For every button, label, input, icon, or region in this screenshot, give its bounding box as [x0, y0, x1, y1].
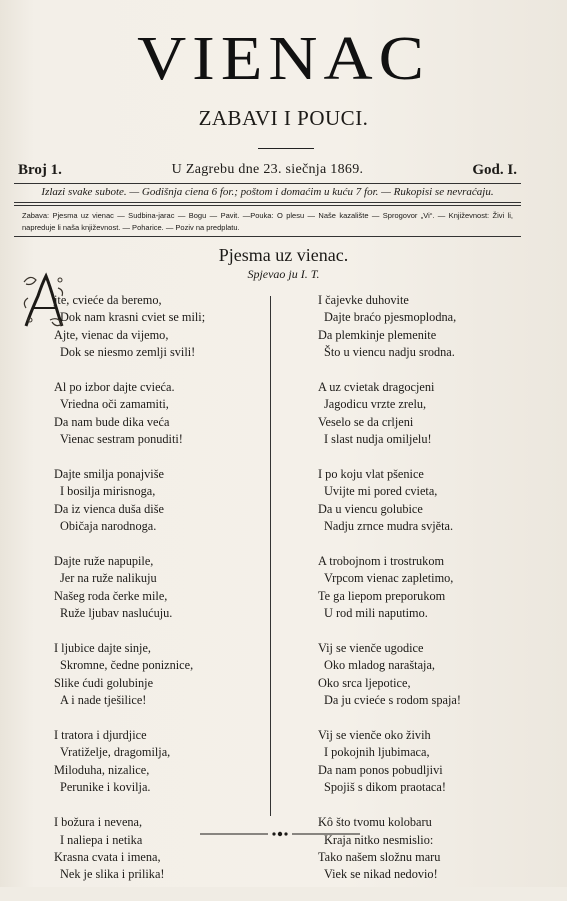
stanza [318, 640, 538, 710]
rule-top [14, 183, 521, 184]
verse-line: Dok nam krasni cviet se mili; [60, 310, 206, 325]
verse-line: Ajte, vienac da vijemo, [54, 327, 169, 342]
verse-line: I ljubice dajte sinje, [54, 641, 151, 656]
stanza [54, 292, 264, 362]
verse-line: Dajte braćo pjesmoplodna, [324, 310, 457, 325]
verse-line: I bosilja mirisnoga, [60, 484, 156, 499]
end-ornament-icon [200, 830, 360, 838]
stanza [54, 466, 264, 536]
verse-line: Dok se niesmo zemlji svili! [60, 345, 196, 360]
verse-line: Te ga liepom preporukom [318, 588, 446, 603]
stanza [318, 379, 538, 449]
issue-year: God. I. [472, 162, 517, 178]
stanza [318, 292, 538, 362]
verse-line: jte, cvieće da beremo, [54, 293, 162, 307]
verse-line: U rod mili naputimo. [324, 606, 428, 621]
issue-line [18, 162, 517, 182]
verse-line: Spojiš s dikom praotaca! [324, 780, 446, 795]
verse-line: Slike ćudi golubinje [54, 675, 154, 690]
verse-line: Perunike i kovilja. [60, 780, 151, 795]
verse-line: A i nade tješilice! [60, 693, 147, 708]
masthead-title: VIENAC [137, 23, 430, 93]
stanza [318, 553, 538, 623]
poem-title: Pjesma uz vienac. [218, 245, 349, 265]
verse-line: Vienac sestram ponuditi! [60, 432, 183, 447]
verse-line: Al po izbor dajte cvieća. [54, 380, 175, 395]
verse-line: Uvijte mi pored cvieta, [324, 484, 438, 499]
subscription-info: Izlazi svake subote. — Godišnja ciena 6 for.; poštom i domaćim u kuću 7 for. — Rukopisi se nevraćaju. [41, 186, 494, 198]
verse-line: Da iz vienca duša diše [54, 501, 164, 516]
verse-line: Našeg roda čerke mile, [54, 588, 168, 603]
verse-line: Da nam bude dika veća [54, 414, 170, 429]
verse-line: Da nam ponos pobudljivi [318, 762, 443, 777]
verse-line: Dajte ruže napupile, [54, 554, 154, 569]
verse-line: Kô što tvomu kolobaru [318, 815, 432, 830]
verse-line: Da plemkinje plemenite [318, 327, 437, 342]
stanza [54, 727, 264, 797]
verse-line: Vratiželje, dragomilja, [60, 745, 171, 760]
poem-right-column [318, 292, 538, 901]
verse-line: Dajte smilja ponajviše [54, 467, 164, 482]
stanza [54, 640, 264, 710]
stanza [54, 814, 264, 884]
verse-line: Skromne, čedne poniznice, [60, 658, 194, 673]
verse-line: Miloduha, nizalice, [54, 762, 150, 777]
rule-middle-double [14, 205, 521, 206]
verse-line: Viek se nikad nedovio! [324, 867, 438, 882]
verse-line: Da ju cvieće s rodom spaja! [324, 693, 461, 708]
verse-line: I tratora i djurdjice [54, 728, 147, 743]
verse-line: Oko mladog naraštaja, [324, 658, 435, 673]
rule-contents [14, 236, 521, 237]
verse-line: I po koju vlat pšenice [318, 467, 424, 482]
drop-cap-letter: A [33, 286, 55, 319]
verse-line: Da u viencu golubice [318, 501, 423, 516]
verse-line: Jagodicu vrzte zrelu, [324, 397, 427, 412]
verse-line: Vij se vienče ugodice [318, 641, 424, 656]
poem-author: Spjevao ju I. T. [247, 267, 320, 281]
verse-line: Što u viencu nadju srodna. [324, 345, 455, 360]
verse-line: Veselo se da crljeni [318, 414, 414, 429]
verse-line: Kraja nitko nesmislio: [324, 832, 434, 847]
issue-number: Broj 1. [18, 162, 62, 178]
masthead-subtitle: ZABAVI I POUCI. [198, 106, 369, 130]
verse-line: I božura i nevena, [54, 815, 143, 830]
verse-line: Tako našem složnu maru [318, 849, 441, 864]
masthead-rule [258, 148, 314, 149]
verse-line: Vriedna oči zamamiti, [60, 397, 169, 412]
verse-line: I naliepa i netika [60, 832, 143, 847]
stanza [318, 814, 538, 884]
verse-line: Nek je slika i prilika! [60, 867, 165, 882]
verse-line: Jer na ruže nalikuju [60, 571, 157, 586]
verse-line: I pokojnih ljubimaca, [324, 745, 430, 760]
stanza [318, 727, 538, 797]
stanza [54, 379, 264, 449]
rule-middle [14, 202, 521, 203]
verse-line: A uz cvietak dragocjeni [318, 380, 435, 395]
poem-left-column [54, 292, 264, 901]
verse-line: I čajevke duhovite [318, 293, 409, 307]
verse-line: Običaja narodnoga. [60, 519, 157, 534]
verse-line: Vij se vienče oko živih [318, 728, 431, 743]
verse-line: Oko srca ljepotice, [318, 675, 411, 690]
verse-line: A trobojnom i trostrukom [318, 554, 445, 569]
verse-line: Ruže ljubav naslućuju. [60, 606, 173, 621]
table-of-contents: Zabava: Pjesma uz vienac — Sudbina-jarac — Bogu — Pavit. —Pouka: O plesu — Naše kazalište — Sprogovor „Vi“. — Književnost: Živi li, napreduje li naša književnost. — Poharice. — Poziv na predplatu. [22, 211, 513, 232]
verse-line: I slast nudja omiljelu! [324, 432, 432, 447]
column-divider [270, 296, 271, 816]
verse-line: Nadju zrnce mudra svjěta. [324, 519, 454, 534]
stanza [54, 553, 264, 623]
verse-line: Krasna cvata i imena, [54, 849, 161, 864]
issue-date: U Zagrebu dne 23. siečnja 1869. [171, 162, 364, 177]
verse-line: Vrpcom vienac zapletimo, [324, 571, 454, 586]
stanza [318, 466, 538, 536]
